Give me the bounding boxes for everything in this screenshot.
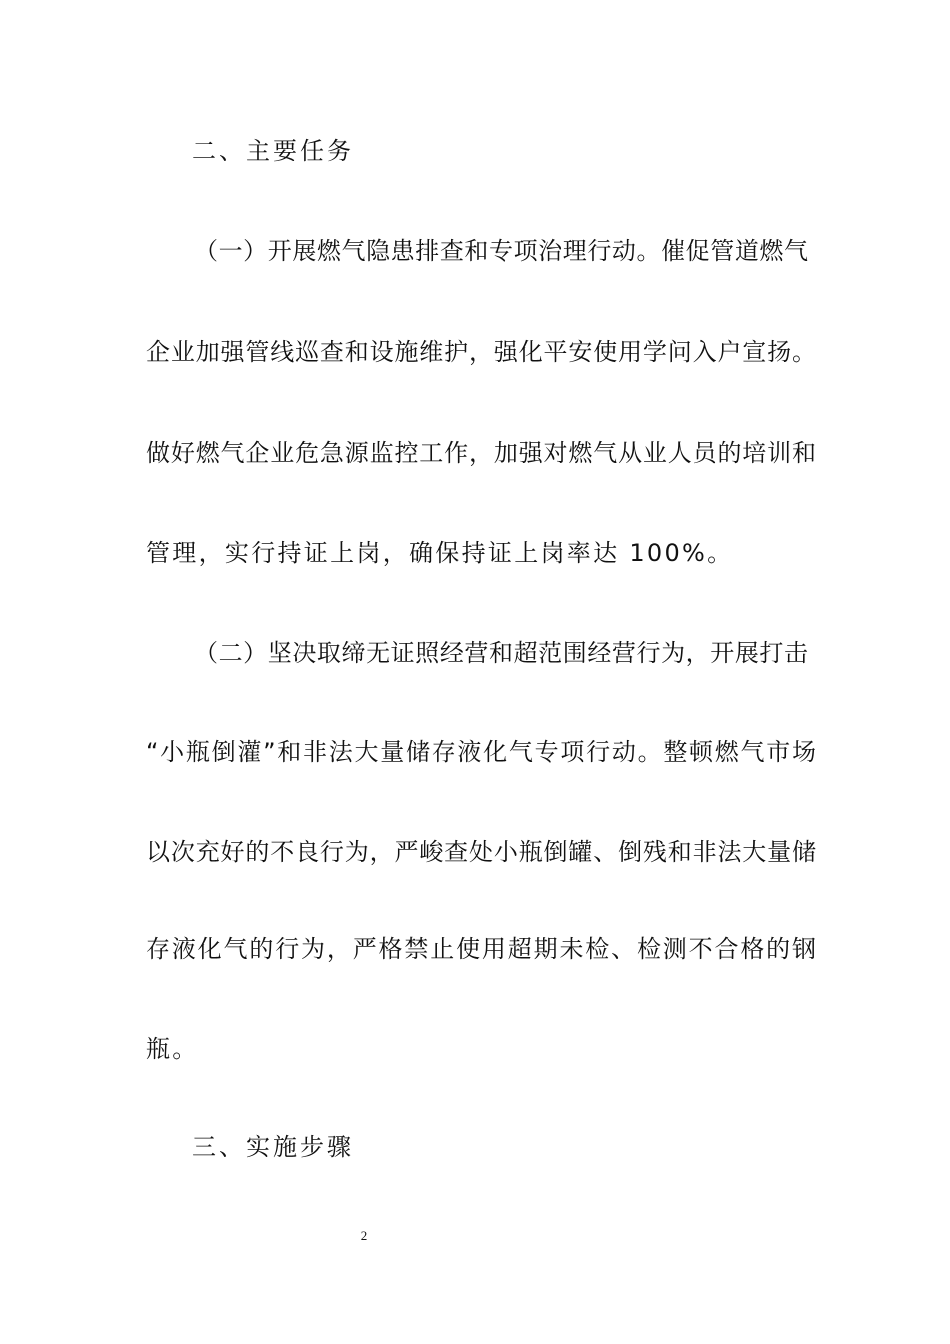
task-two-line-4: 存液化气的行为，严格禁止使用超期未检、检测不合格的钢 [146, 935, 816, 963]
section-three-heading: 三、实施步骤 [192, 1133, 354, 1161]
task-one-line-4: 管理，实行持证上岗，确保持证上岗率达 100%。 [146, 539, 734, 567]
task-two-line-5: 瓶。 [146, 1035, 199, 1063]
task-two-line-3: 以次充好的不良行为，严峻查处小瓶倒罐、倒残和非法大量储 [146, 838, 816, 866]
section-two-heading: 二、主要任务 [192, 137, 354, 165]
page-number: 2 [360, 1228, 368, 1243]
task-one-line-3: 做好燃气企业危急源监控工作，加强对燃气从业人员的培训和 [146, 439, 816, 467]
task-one-line-1: （一）开展燃气隐患排查和专项治理行动。催促管道燃气 [194, 237, 808, 265]
task-two-line-2: “小瓶倒灌”和非法大量储存液化气专项行动。整顿燃气市场 [146, 738, 816, 766]
task-one-line-2: 企业加强管线巡查和设施维护，强化平安使用学问入户宣扬。 [146, 338, 816, 366]
task-two-line-1: （二）坚决取缔无证照经营和超范围经营行为，开展打击 [194, 639, 808, 667]
